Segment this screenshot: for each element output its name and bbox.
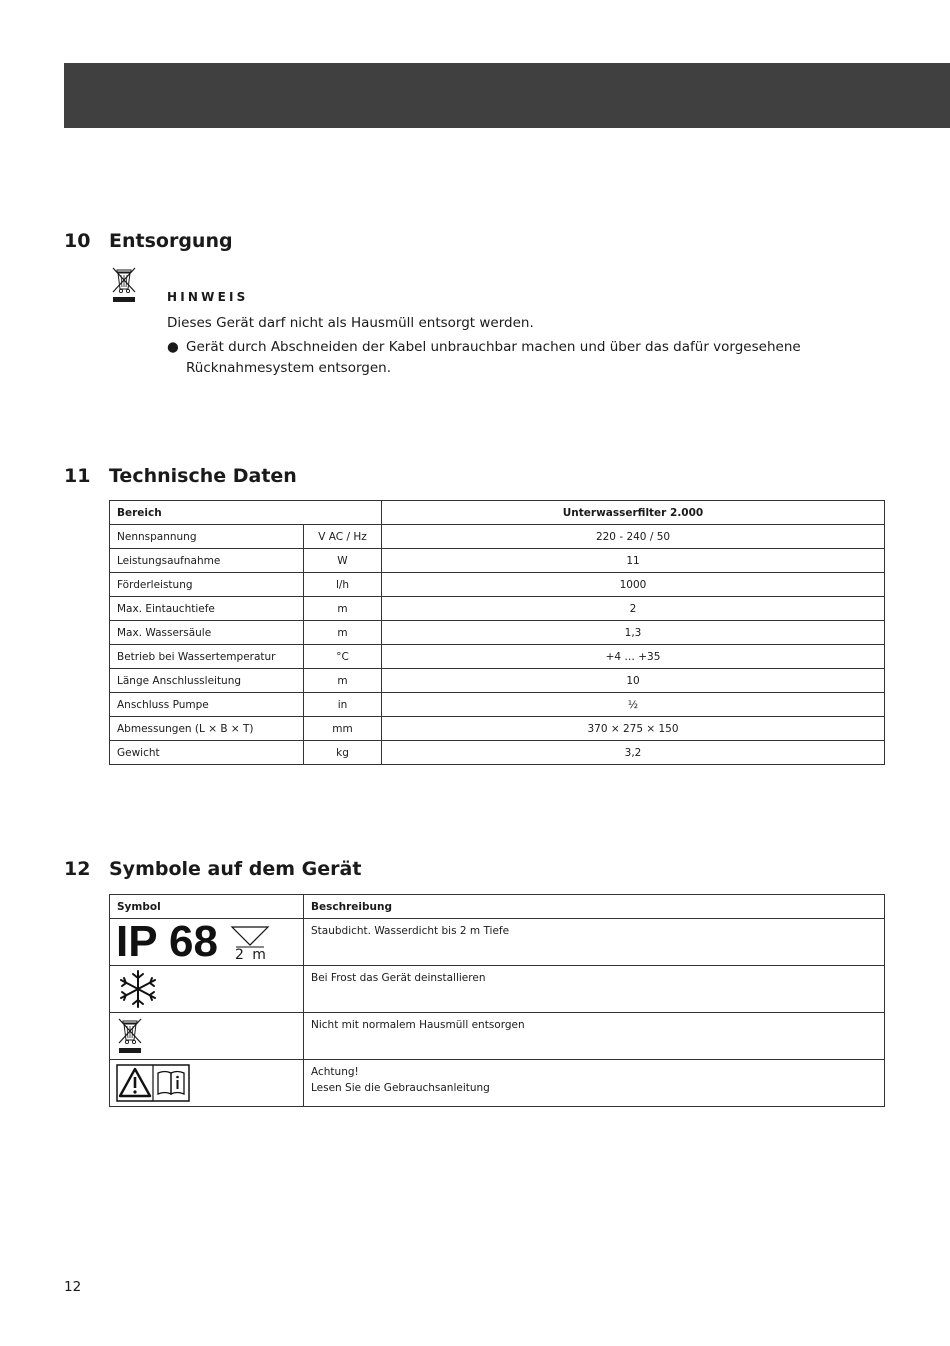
- header-cell-range: Bereich: [110, 501, 382, 525]
- symbol-table: [109, 894, 885, 1107]
- row-value: 2: [382, 597, 885, 621]
- bullet-icon: ●: [167, 339, 179, 355]
- table-row: [110, 573, 885, 597]
- header-cell-symbol: Symbol: [110, 895, 304, 919]
- technical-data-table: [109, 500, 885, 765]
- ip68-label: IP 68: [116, 917, 218, 966]
- section-title: Technische Daten: [109, 465, 297, 487]
- row-unit: kg: [304, 741, 382, 765]
- section-title: Entsorgung: [109, 230, 233, 252]
- table-row: [110, 669, 885, 693]
- section-heading-technical-data: [64, 465, 297, 487]
- symbol-cell: [110, 1060, 304, 1107]
- row-value: +4 … +35: [382, 645, 885, 669]
- snowflake-icon: [116, 969, 160, 1009]
- section-number: 10: [64, 230, 91, 252]
- description-cell: [304, 1060, 885, 1107]
- row-label: Gewicht: [110, 741, 304, 765]
- description-line: Achtung!: [311, 1066, 359, 1078]
- row-label: Abmessungen (L × B × T): [110, 717, 304, 741]
- row-value: 3,2: [382, 741, 885, 765]
- row-label: Max. Wassersäule: [110, 621, 304, 645]
- row-label: Betrieb bei Wassertemperatur: [110, 645, 304, 669]
- bullet-text: Gerät durch Abschneiden der Kabel unbrauchbar machen und über das dafür vorgesehene Rücknahmesystem entsorgen.: [186, 339, 801, 376]
- warning-read-manual-icon: [116, 1064, 190, 1102]
- row-label: Nennspannung: [110, 525, 304, 549]
- row-value: ½: [382, 693, 885, 717]
- row-value: 11: [382, 549, 885, 573]
- row-unit: V AC / Hz: [304, 525, 382, 549]
- table-row: [110, 1013, 885, 1060]
- depth-label: 2 m: [234, 947, 268, 963]
- row-value: 10: [382, 669, 885, 693]
- row-unit: l/h: [304, 573, 382, 597]
- description-line: Nicht mit normalem Hausmüll entsorgen: [311, 1019, 525, 1031]
- page-number: 12: [64, 1279, 82, 1295]
- section-number: 12: [64, 858, 91, 880]
- table-row: [110, 693, 885, 717]
- table-row: [110, 525, 885, 549]
- section-title: Symbole auf dem Gerät: [109, 858, 362, 880]
- header-cell-product: Unterwasserfilter 2.000: [382, 501, 885, 525]
- symbol-cell: [110, 919, 304, 966]
- row-label: Leistungsaufnahme: [110, 549, 304, 573]
- row-unit: m: [304, 621, 382, 645]
- table-header-row: [110, 895, 885, 919]
- list-item: [167, 337, 887, 379]
- table-row: [110, 549, 885, 573]
- notice-label: HINWEIS: [167, 290, 249, 304]
- symbol-cell: [110, 966, 304, 1013]
- row-unit: W: [304, 549, 382, 573]
- header-cell-description: Beschreibung: [304, 895, 885, 919]
- row-unit: m: [304, 597, 382, 621]
- row-label: Förderleistung: [110, 573, 304, 597]
- crossed-out-wheelie-bin-icon: [116, 1016, 144, 1056]
- ip68-icon: [116, 917, 270, 966]
- table-row: [110, 621, 885, 645]
- section-heading-symbols: [64, 858, 361, 880]
- table-row: [110, 717, 885, 741]
- table-row: [110, 741, 885, 765]
- row-unit: °C: [304, 645, 382, 669]
- description-cell: [304, 919, 885, 966]
- row-unit: m: [304, 669, 382, 693]
- row-unit: mm: [304, 717, 382, 741]
- header-bar: [64, 63, 950, 128]
- description-cell: [304, 1013, 885, 1060]
- table-header-row: [110, 501, 885, 525]
- crossed-out-wheelie-bin-icon: [110, 265, 138, 309]
- table-row: [110, 919, 885, 966]
- row-unit: in: [304, 693, 382, 717]
- row-label: Länge Anschlussleitung: [110, 669, 304, 693]
- description-line: Bei Frost das Gerät deinstallieren: [311, 972, 486, 984]
- row-label: Anschluss Pumpe: [110, 693, 304, 717]
- section-number: 11: [64, 465, 91, 487]
- section-heading-disposal: [64, 230, 233, 252]
- table-row: [110, 966, 885, 1013]
- table-row: [110, 597, 885, 621]
- depth-marker: [230, 924, 270, 964]
- row-label: Max. Eintauchtiefe: [110, 597, 304, 621]
- row-value: 370 × 275 × 150: [382, 717, 885, 741]
- description-line: Lesen Sie die Gebrauchsanleitung: [311, 1082, 490, 1094]
- table-row: [110, 1060, 885, 1107]
- description-line: Staubdicht. Wasserdicht bis 2 m Tiefe: [311, 925, 510, 937]
- row-value: 220 - 240 / 50: [382, 525, 885, 549]
- table-row: [110, 645, 885, 669]
- notice-text: Dieses Gerät darf nicht als Hausmüll entsorgt werden.: [167, 315, 534, 331]
- row-value: 1000: [382, 573, 885, 597]
- row-value: 1,3: [382, 621, 885, 645]
- symbol-cell: [110, 1013, 304, 1060]
- description-cell: [304, 966, 885, 1013]
